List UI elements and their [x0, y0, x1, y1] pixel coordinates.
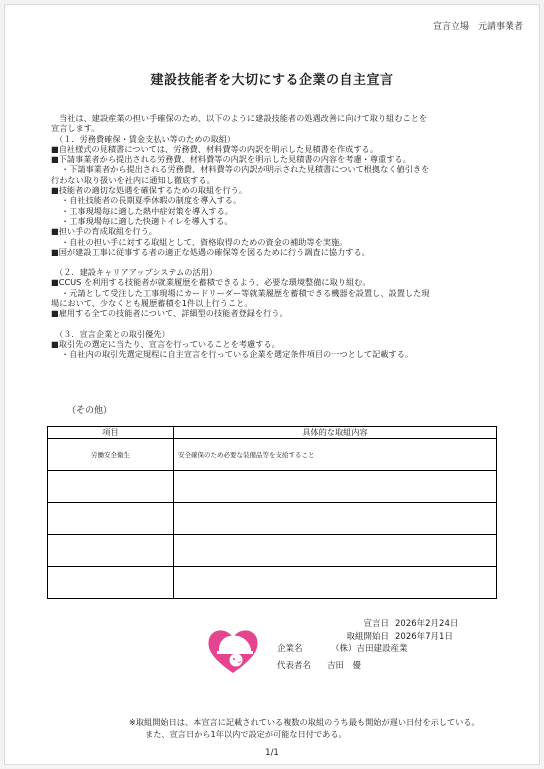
table-cell-content: [174, 567, 497, 599]
body-line: ■取引先の選定に当たり、宣言を行っていることを考慮する。: [51, 338, 280, 349]
table-row: [48, 471, 497, 503]
table-cell-item: [48, 503, 174, 535]
body-line: ・自社の担い手に対する取組として、資格取得のための資金の補助等を実施。: [61, 236, 348, 247]
body-line: 当社は、建設産業の担い手確保のため、以下のように建設技能者の処遇改善に向けて取り組むことを: [59, 113, 428, 123]
table-cell-item: [48, 535, 174, 567]
footnote-line: また、宣言日から1年以内で設定が可能な日付である。: [145, 729, 347, 739]
body-line: ■国が建設工事に従事する者の適正な処遇の確保等を図るために行う調査に協力する。: [51, 246, 370, 257]
body-line: ■担い手の育成取組を行う。: [51, 226, 157, 237]
company-name-value: （株）吉田建設産業: [331, 644, 408, 654]
body-line: ・自社技能者の長期夏季休暇の制度を導入する。: [61, 195, 242, 206]
declaration-body: [51, 113, 519, 360]
table-row: [48, 567, 497, 599]
page-title: 建設技能者を大切にする企業の自主宣言: [150, 73, 394, 88]
body-line: ・工事現場毎に適した快適トイレを導入する。: [61, 215, 233, 226]
representative-value: 吉田 優: [327, 661, 362, 671]
declaration-date-label: 宣言日: [363, 619, 389, 629]
body-line: ・下請事業者から提出される労務費、材料費等の内訳が明示された見積書について根拠なく値引きを: [61, 164, 430, 175]
other-initiatives-table: [47, 426, 497, 599]
section-heading: （１．労務費確保・賃金支払い等のための取組）: [55, 133, 236, 144]
table-row: [48, 439, 497, 471]
table-cell-item: [48, 567, 174, 599]
body-line: ■雇用する全ての技能者について、詳細型の技能者登録を行う。: [51, 308, 288, 319]
body-line: ・自社内の取引先選定規程に自主宣言を行っている企業を選定条件項目の一つとして記載する。: [61, 349, 414, 360]
other-heading: （その他）: [67, 406, 113, 416]
section-heading: （２．建設キャリアアップシステムの活用）: [55, 267, 218, 278]
table-cell-item: 労働安全衛生: [48, 439, 174, 471]
start-date-value: 2026年7月1日: [395, 632, 453, 642]
table-cell-content: [174, 471, 497, 503]
body-line: 宣言します。: [51, 123, 100, 134]
declaration-position: 宣言立場 元請事業者: [432, 22, 523, 32]
body-line: ■CCUS を利用する技能者が就業履歴を蓄積できるよう、必要な環境整備に取り組む。: [51, 277, 371, 288]
start-date-label: 取組開始日: [346, 632, 389, 642]
table-header-row: [48, 427, 497, 439]
table-row: [48, 503, 497, 535]
representative-label: 代表者名: [277, 661, 312, 671]
column-header-content: 具体的な取組内容: [174, 427, 497, 439]
table-cell-content: 安全確保のため必要な装備品等を支給すること: [174, 439, 497, 471]
footnote-line: ※取組開始日は、本宣言に記載されている複数の取組のうち最も開始が遅い日付を示している。: [129, 717, 480, 727]
table-cell-item: [48, 471, 174, 503]
table-cell-content: [174, 535, 497, 567]
body-line: 場において、少なくとも履歴蓄積を1件以上行うこと。: [51, 298, 253, 309]
section-heading: （３．宣言企業との取引優先）: [55, 328, 170, 339]
body-line: 行わない取り扱いを社内に通知し徹底する。: [51, 174, 215, 185]
declaration-date-value: 2026年2月24日: [395, 619, 459, 629]
body-line: ・工事現場毎に適した熱中症対策を導入する。: [61, 205, 233, 216]
body-line: ■技能者の適切な処遇を確保するための取組を行う。: [51, 185, 248, 196]
body-line: ■下請事業者から提出される労務費、材料費等の内訳を明示した見積書の内容を考慮・尊重する。: [51, 154, 411, 165]
body-line: ・元請として受注した工事現場にカードリーダー等就業履歴を蓄積できる機器を設置し、設置した現: [61, 287, 430, 298]
column-header-item: 項目: [48, 427, 174, 439]
table-cell-content: [174, 503, 497, 535]
heart-helmet-logo-icon: [205, 626, 261, 676]
company-name-label: 企業名: [277, 644, 303, 654]
document-page: [4, 4, 540, 765]
page-number: 1/1: [265, 748, 279, 758]
table-row: [48, 535, 497, 567]
body-line: ■自社様式の見積書については、労務費、材料費等の内訳を明示した見積書を作成する。: [51, 143, 378, 154]
